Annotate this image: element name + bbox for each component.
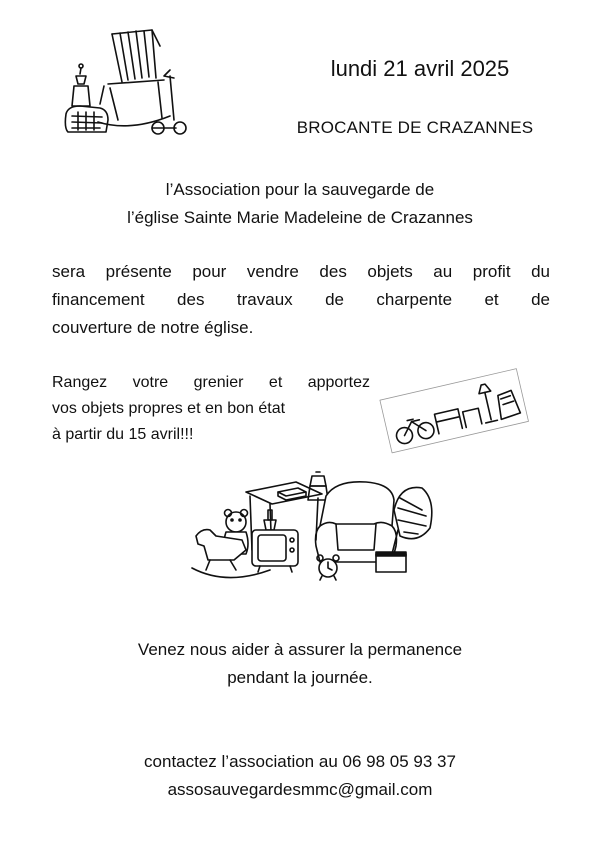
- instructions-line-3: à partir du 15 avril!!!: [52, 426, 194, 443]
- contact-email: assosauvegardesmmc@gmail.com: [167, 780, 433, 799]
- help-line-2: pendant la journée.: [227, 668, 373, 687]
- bicycle-icon: [394, 415, 436, 445]
- event-date: lundi 21 avril 2025: [330, 56, 510, 81]
- association-name: [40, 176, 560, 232]
- purpose-line-3: couverture de notre église.: [52, 318, 254, 337]
- radio-icon: [65, 106, 108, 132]
- scooter-icon: [152, 70, 186, 134]
- alarm-clock-icon: [317, 555, 339, 580]
- antiques-illustration-top: [60, 24, 190, 144]
- purpose-paragraph: [52, 258, 550, 342]
- contact-phone: contactez l’association au 06 98 05 93 37: [144, 752, 456, 771]
- purpose-line-1: sera présente pour vendre des objets au profit du: [52, 262, 550, 281]
- instructions-paragraph: [52, 370, 370, 448]
- antiques-illustration-center: [186, 470, 436, 590]
- lamp-icon: [72, 64, 90, 106]
- antiques-illustration-card: [378, 370, 528, 450]
- television-icon: [252, 530, 298, 572]
- purpose-line-2: financement des travaux de charpente et de: [52, 290, 550, 309]
- instructions-line-1: Rangez votre grenier et apportez: [52, 374, 370, 391]
- help-line-1: Venez nous aider à assurer la permanence: [137, 640, 463, 659]
- association-line-2: l’église Sainte Marie Madeleine de Crazannes: [127, 208, 473, 227]
- rocking-chair-icon: [98, 30, 170, 126]
- association-line-1: l’Association pour la sauvegarde de: [165, 180, 435, 199]
- contact-info: [60, 748, 540, 804]
- volunteer-call: [60, 636, 540, 692]
- instructions-line-2: vos objets propres et en bon état: [52, 400, 286, 417]
- event-title: BROCANTE DE CRAZANNES: [296, 118, 534, 137]
